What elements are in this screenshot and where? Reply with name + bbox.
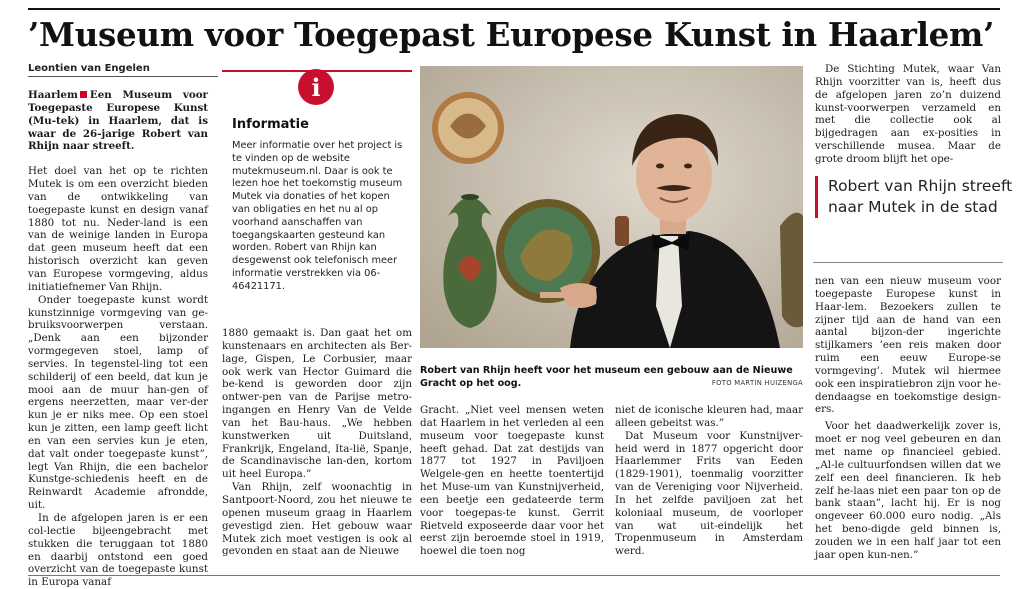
col5-top-paragraph: De Stichting Mutek, waar Van Rhijn voorzitter van is, heeft dus de afgelopen jaren zo’n duizend kunst-voorwerpen verzameld en met die collectie ook al bijgedragen aan ex-posities in verschillende musea. Maar de grote droom blijft het ope- xyxy=(815,63,1001,165)
side-vase xyxy=(780,213,803,328)
photo-credit: FOTO MARTIN HUIZENGA xyxy=(711,379,803,387)
bottom-rule xyxy=(28,575,1000,576)
column-1 xyxy=(28,89,208,589)
headline: ’Museum voor Toegepast Europese Kunst in Haarlem’ xyxy=(28,15,995,54)
column-5 xyxy=(815,275,1001,562)
col2-paragraph-2: Van Rhijn, zelf woonachtig in Santpoort-Noord, zou het nieuwe te openen museum graag in Haarlem gevestigd zien. Het gebouw waar Mutek zich moet vestigen is ook al gevonden en staat aan de Nieuwe xyxy=(222,481,412,558)
column-4 xyxy=(615,404,803,558)
article-photo xyxy=(420,66,803,348)
col1-paragraph-1: Het doel van het op te richten Mutek is om een overzicht bieden van de ontwikkeling van toegepaste kunst en design vanaf 1880 tot nu. Neder-land is een van de weinige landen in Europa dat geen museum heeft dat een historisch overzicht kan geven van Europese vormgeving, aldus initiatiefnemer Van Rhijn. xyxy=(28,165,208,293)
col5-paragraph-2: Voor het daadwerkelijk zover is, moet er nog veel gebeuren en dan met name op financieel gebied. „Al-le cultuurfondsen willen dat we zelf een deel financieren. Ik heb zelf he-laas niet een paar ton op de bank staan”, lacht hij. Er is nog ongeveer 60.000 euro nodig. „Als het beno-digde geld binnen is, zouden we in een half jaar tot een jaar open kun-nen.” xyxy=(815,420,1001,561)
column-5-top xyxy=(815,63,1001,166)
col1-paragraph-2: Onder toegepaste kunst wordt kunstzinnige vormgeving van ge-bruiksvoorwerpen verstaan. „Denk aan een bijzonder vormgegeven stoel, lamp of servies. In tegenstel-ling tot een schilderij of een beeld, dat kun je mooi aan de muur han-gen of ergens neerzetten, maar ver-der kun je er niks mee. Op een stoel kun je zitten, een lamp geeft licht en van een servies kun je eten, dat valt onder toegepaste kunst”, legt Van Rhijn, die een bachelor Kunstge-schiedenis heeft en de Reinwardt Academie afrondde, uit. xyxy=(28,293,208,512)
column-2 xyxy=(222,327,412,558)
pull-quote: Robert van Rhijn streeft naar Mutek in de stad xyxy=(815,176,1018,218)
info-text: Meer informatie over het project is te vinden op de website mutekmuseum.nl. Daar is ook te lezen hoe het toekomstig museum Mutek via donaties of het kopen van obligaties en het nu al op voorhand aanschaffen van toegangskaarten gesteund kan worden. Robert van Rhijn kan desgewenst ook telefonisch meer informatie verstrekken via 06-46421171. xyxy=(232,140,403,292)
info-icon: i xyxy=(298,69,334,105)
info-body xyxy=(232,140,410,294)
col1-paragraph-3: In de afgelopen jaren is er een col-lectie bijeengebracht met stukken die teruggaan tot 1880 en daarbij ontstond een goed overzicht van de toegepaste kunst in Europa vanaf xyxy=(28,512,208,589)
lead-city: Haarlem xyxy=(28,89,78,101)
col4-paragraph-1: niet de iconische kleuren had, maar alleen gebeitst was.” xyxy=(615,404,803,429)
red-square-icon xyxy=(80,91,87,98)
byline: Leontien van Engelen xyxy=(28,63,150,74)
byline-rule xyxy=(28,76,218,77)
lead-paragraph xyxy=(28,89,208,153)
small-vase xyxy=(615,216,629,246)
pull-quote-rule xyxy=(813,262,1003,263)
col3-paragraph-1: Gracht. „Niet veel mensen weten dat Haarlem in het verleden al een museum voor toegepaste kunst heeft gehad. Dat zat destijds van 1877 tot 1927 in Paviljoen Welgele-gen en heette toentertijd het Muse-um van Kunstnijverheid, een beetje een gedateerde term voor toegepas-te kunst. Gerrit Rietveld exposeerde daar voor het eerst zijn beroemde stoel in 1919, hoewel die toen nog xyxy=(420,404,604,558)
info-title: Informatie xyxy=(232,117,309,132)
column-3 xyxy=(420,404,604,558)
col5-paragraph-1: nen van een nieuw museum voor toegepaste Europese kunst in Haar-lem. Bezoekers zullen te zijner tijd aan de hand van een aantal bijzon-der ingerichte stijlkamers ’een reis maken door ruim een eeuw Europe-se vormgeving’. Mutek wil hiermee ook een inspiratiebron zijn voor he-dendaagse en toekomstige design-ers. xyxy=(815,275,1001,416)
ceramic-plate-top xyxy=(432,92,504,164)
photo-illustration xyxy=(420,66,803,348)
lead-text: Een Museum voor Toegepaste Europese Kunst (Mu-tek) in Haarlem, dat is waar de 26-jarige Robert van Rhijn naar streeft. xyxy=(28,89,208,153)
top-rule xyxy=(28,8,1000,10)
col4-paragraph-2: Dat Museum voor Kunstnijver-heid werd in 1877 opgericht door Haarlemmer Frits van Eeden (1829-1901), toenmalig voorzitter van de Vereniging voor Nijverheid. In het zelfde paviljoen zat het koloniaal museum, de voorloper van wat uit-eindelijk het Tropenmuseum in Amsterdam werd. xyxy=(615,429,803,558)
photo-caption: Robert van Rhijn heeft voor het museum een gebouw aan de Nieuwe Gracht op het oog. xyxy=(420,365,793,389)
col2-paragraph-1: 1880 gemaakt is. Dan gaat het om kunstenaars en architecten als Ber-lage, Gispen, Le Corbusier, maar ook werk van Hector Guimard die be-kend is geworden door zijn ontwer-pen van de Parijse metro-ingangen en Henry Van de Velde van het Bau-haus. „We hebben kunstwerken uit Duitsland, Frankrijk, Engeland, Ita-lië, Spanje, de Scandinavische lan-den, kortom uit heel Europa.” xyxy=(222,327,412,481)
